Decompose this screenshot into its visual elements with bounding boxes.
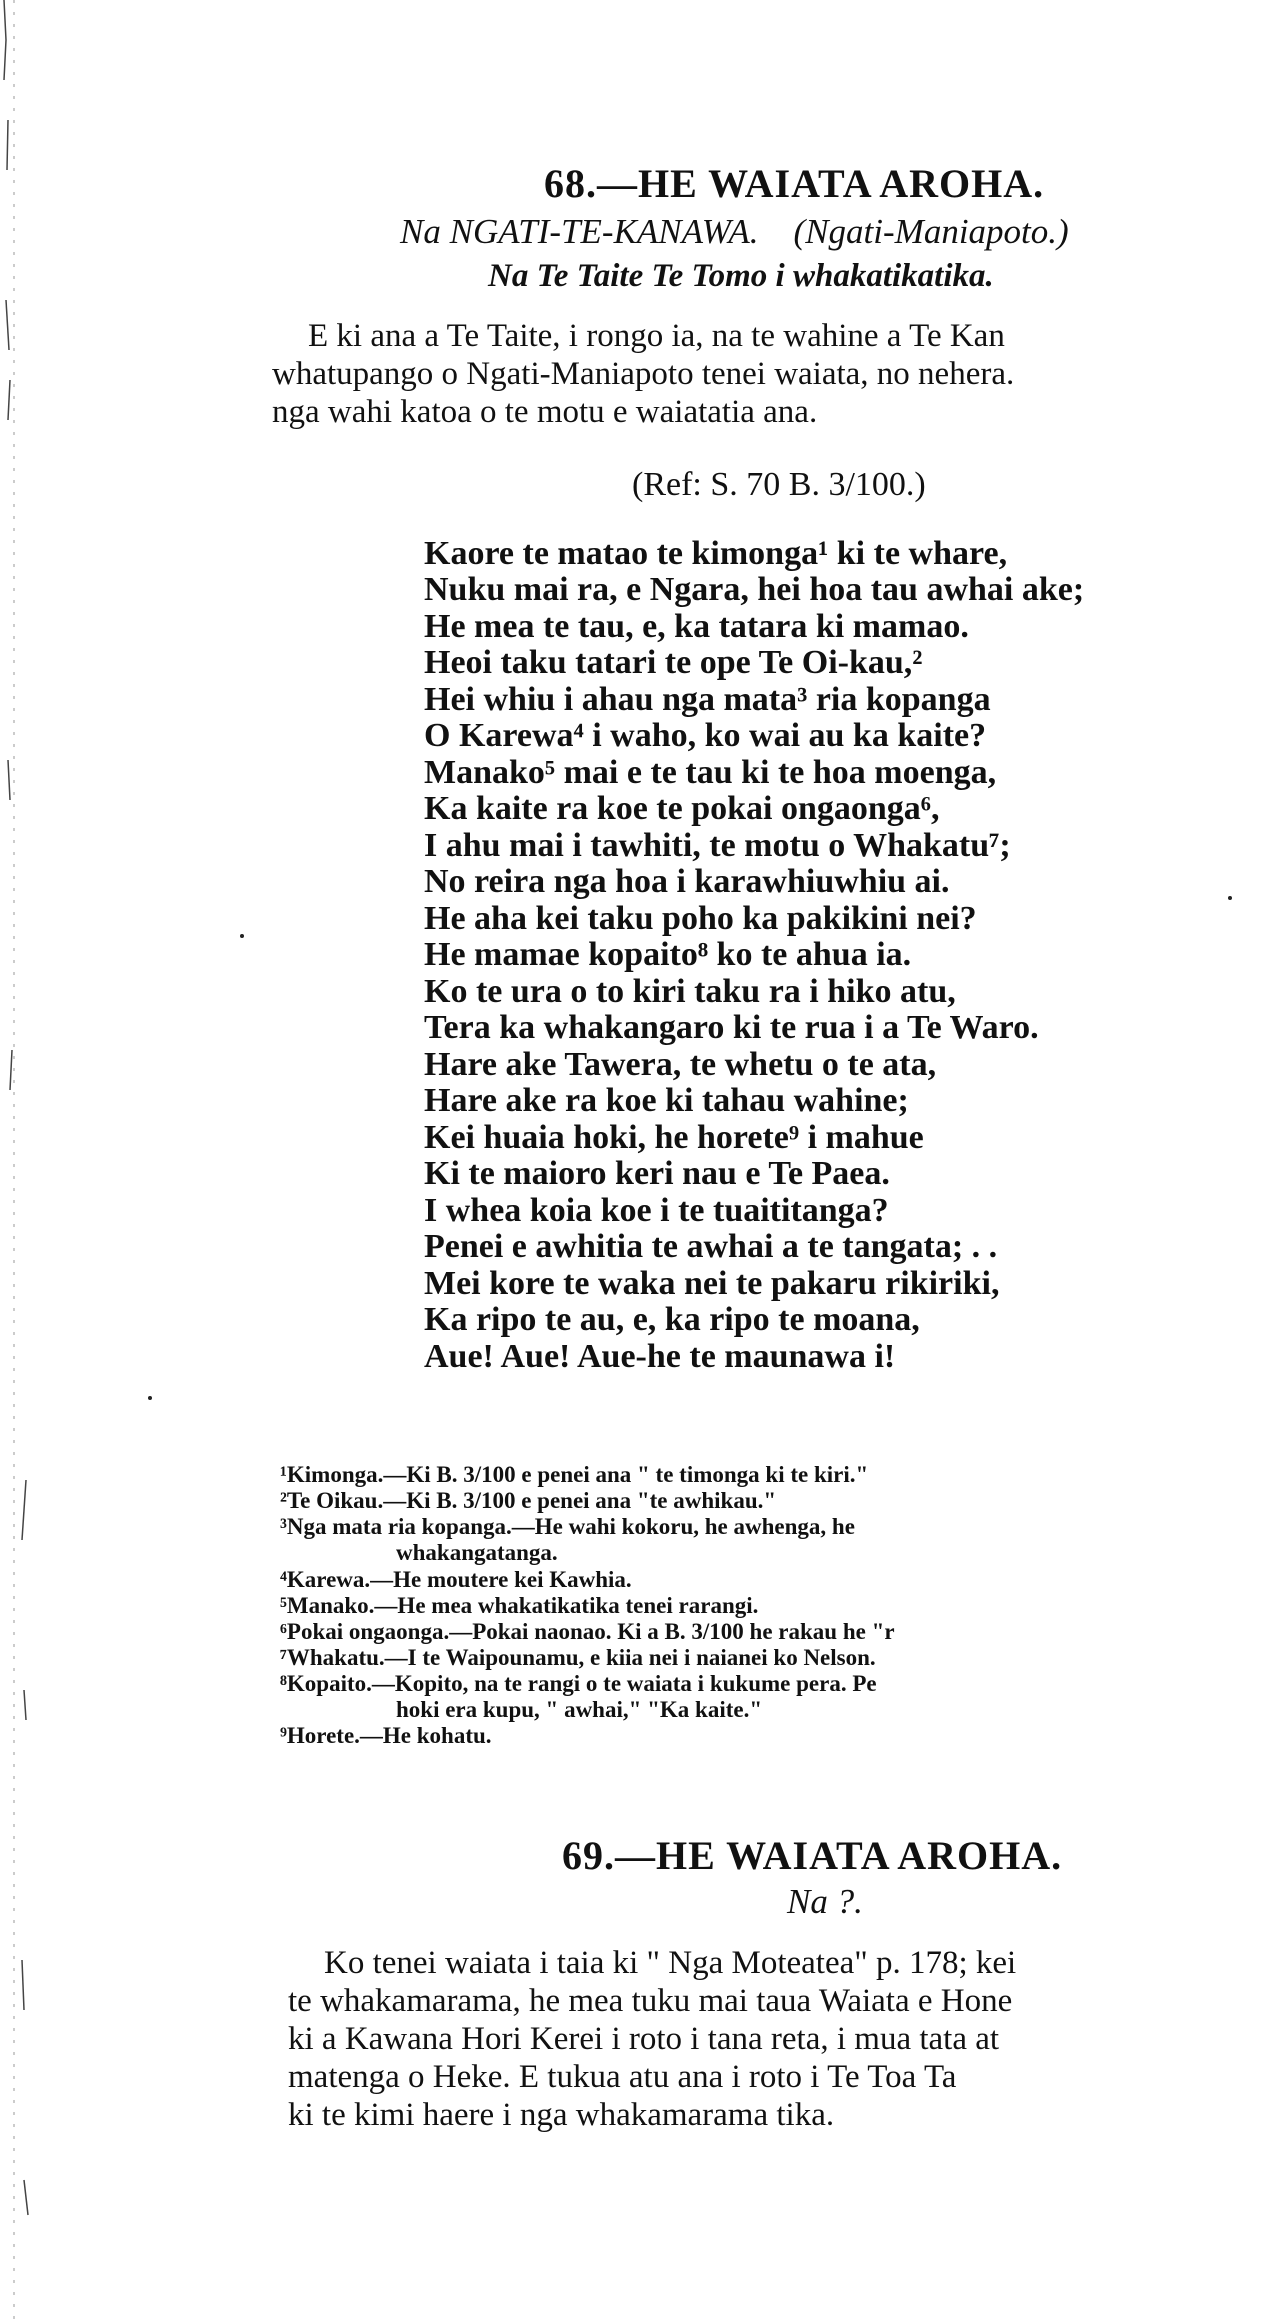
footnote: ¹Kimonga.—Ki B. 3/100 e penei ana " te timonga ki te kiri." — [280, 1462, 869, 1487]
footnote-continuation: hoki era kupu, " awhai," "Ka kaite." — [396, 1697, 763, 1722]
verse-line: I whea koia koe i te tuaititanga? — [424, 1192, 889, 1229]
footnote: ⁶Pokai ongaonga.—Pokai naonao. Ki a B. 3/100 he rakau he "r — [280, 1619, 895, 1644]
verse-line: Heoi taku tatari te ope Te Oi-kau,² — [424, 644, 923, 681]
song-68-editor: Na Te Taite Te Tomo i whakatikatika. — [488, 258, 994, 294]
verse-line: O Karewa⁴ i waho, ko wai au ka kaite? — [424, 717, 987, 754]
song-68-title: 68.—HE WAIATA AROHA. — [544, 161, 1045, 206]
verse-line: He mea te tau, e, ka tatara ki mamao. — [424, 608, 969, 645]
verse-line: Ka ripo te au, e, ka ripo te moana, — [424, 1301, 920, 1338]
footnote: ⁹Horete.—He kohatu. — [280, 1723, 492, 1748]
verse-line: Mei kore te waka nei te pakaru rikiriki, — [424, 1265, 1000, 1302]
song-69-attribution: Na ?. — [787, 1882, 863, 1921]
song-68-attribution: Na NGATI-TE-KANAWA. (Ngati-Maniapoto.) — [400, 212, 1069, 251]
verse-line: I ahu mai i tawhiti, te motu o Whakatu⁷; — [424, 827, 1011, 864]
song-68-intro-line: nga wahi katoa o te motu e waiatatia ana. — [272, 394, 818, 430]
verse-line: Kei huaia hoki, he horete⁹ i mahue — [424, 1119, 924, 1156]
song-69-body-line: matenga o Heke. E tukua atu ana i roto i Te Toa Ta — [288, 2059, 957, 2095]
footnote: ⁷Whakatu.—I te Waipounamu, e kiia nei i naianei ko Nelson. — [280, 1645, 876, 1670]
verse-line: Nuku mai ra, e Ngara, hei hoa tau awhai ake; — [424, 571, 1085, 608]
song-68-intro-line: E ki ana a Te Taite, i rongo ia, na te wahine a Te Kan — [308, 318, 1005, 354]
footnote: ⁵Manako.—He mea whakatikatika tenei rarangi. — [280, 1593, 759, 1618]
verse-line: Kaore te matao te kimonga¹ ki te whare, — [424, 535, 1008, 572]
song-69-body-line: te whakamarama, he mea tuku mai taua Waiata e Hone — [288, 1983, 1013, 2019]
song-69-title: 69.—HE WAIATA AROHA. — [562, 1833, 1063, 1878]
verse-line: Penei e awhitia te awhai a te tangata; . . — [424, 1228, 998, 1265]
song-69-body-line: ki a Kawana Hori Kerei i roto i tana reta, i mua tata at — [288, 2021, 1000, 2057]
song-68-reference: (Ref: S. 70 B. 3/100.) — [632, 466, 926, 503]
song-68-intro-line: whatupango o Ngati-Maniapoto tenei waiata, no nehera. — [272, 356, 1015, 392]
footnote-continuation: whakangatanga. — [396, 1540, 558, 1565]
verse-line: Hei whiu i ahau nga mata³ ria kopanga — [424, 681, 991, 718]
footnote: ⁸Kopaito.—Kopito, na te rangi o te waiata i kukume pera. Pe — [280, 1671, 877, 1696]
verse-line: Hare ake ra koe ki tahau wahine; — [424, 1082, 909, 1119]
verse-line: Ka kaite ra koe te pokai ongaonga⁶, — [424, 790, 940, 827]
verse-line: Ko te ura o to kiri taku ra i hiko atu, — [424, 973, 956, 1010]
stray-ink-dot — [148, 1396, 152, 1400]
song-69-body-line: ki te kimi haere i nga whakamarama tika. — [288, 2097, 835, 2133]
footnote: ⁴Karewa.—He moutere kei Kawhia. — [280, 1567, 632, 1592]
verse-line: Hare ake Tawera, te whetu o te ata, — [424, 1046, 937, 1083]
verse-line: He mamae kopaito⁸ ko te ahua ia. — [424, 936, 912, 973]
verse-line: Tera ka whakangaro ki te rua i a Te Waro. — [424, 1009, 1039, 1046]
song-69-body-line: Ko tenei waiata i taia ki " Nga Moteatea" p. 178; kei — [324, 1945, 1017, 1981]
verse-line: Aue! Aue! Aue-he te maunawa i! — [424, 1338, 896, 1375]
verse-line: No reira nga hoa i karawhiuwhiu ai. — [424, 863, 950, 900]
verse-line: Manako⁵ mai e te tau ki te hoa moenga, — [424, 754, 997, 791]
stray-ink-dot — [240, 934, 244, 938]
stray-ink-dot — [1228, 896, 1232, 900]
footnote: ²Te Oikau.—Ki B. 3/100 e penei ana "te awhikau." — [280, 1488, 777, 1513]
verse-line: Ki te maioro keri nau e Te Paea. — [424, 1155, 890, 1192]
footnote: ³Nga mata ria kopanga.—He wahi kokoru, he awhenga, he — [280, 1514, 855, 1539]
verse-line: He aha kei taku poho ka pakikini nei? — [424, 900, 977, 937]
